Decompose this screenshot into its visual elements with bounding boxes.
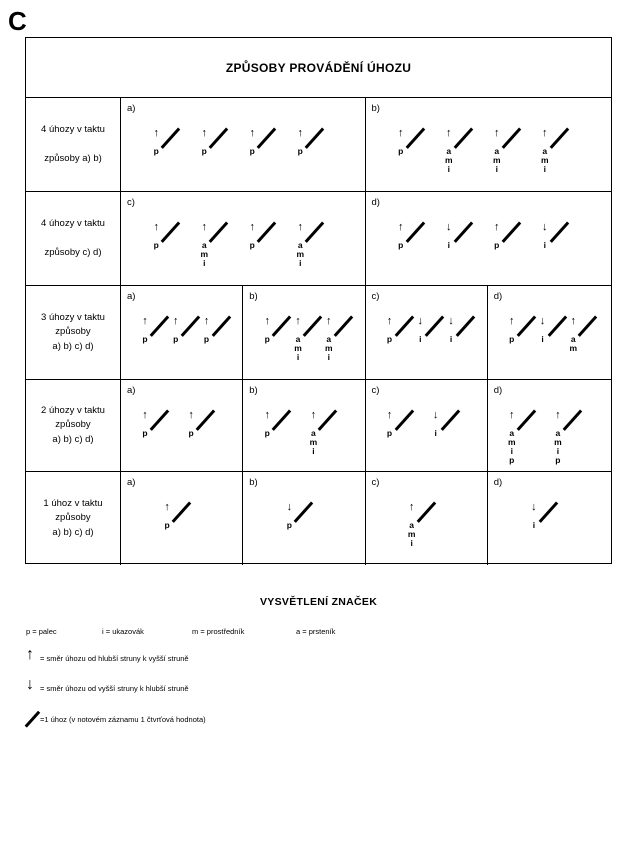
finger-label: p <box>203 334 210 344</box>
cell-letter: a) <box>127 291 136 302</box>
arrow-up-icon: ↑ <box>188 409 194 421</box>
cell-letter: d) <box>493 385 503 396</box>
finger-label: p <box>264 334 270 344</box>
finger-label: a <box>446 146 452 156</box>
table-row <box>26 472 611 565</box>
legend-up: = směr úhozu od hlubší struny k vyšší struně <box>40 654 189 663</box>
stroke-icon <box>547 316 566 337</box>
strum-mark <box>262 316 272 344</box>
strum-mark <box>444 128 454 174</box>
stroke-icon <box>209 222 228 243</box>
stroke-icon <box>333 316 352 337</box>
finger-label: m <box>507 436 516 447</box>
strum-mark <box>507 410 517 465</box>
arrow-up-icon: ↑ <box>297 127 303 139</box>
stroke-icon <box>394 410 413 431</box>
strum-mark <box>324 316 334 362</box>
finger-label: a <box>326 334 332 344</box>
finger-label: p <box>398 240 404 250</box>
table-header <box>26 38 611 98</box>
table-row <box>26 192 611 286</box>
strum-mark <box>492 128 502 174</box>
table-row <box>26 98 611 192</box>
strum-mark <box>247 222 257 250</box>
strum-mark <box>293 316 303 362</box>
arrow-up-icon: ↑ <box>264 409 270 421</box>
finger-label: a <box>409 520 414 530</box>
strum-table <box>25 37 612 564</box>
finger-label: i <box>556 445 560 456</box>
finger-label: a <box>509 428 515 438</box>
arrow-up-icon: ↑ <box>386 409 393 421</box>
finger-label: p <box>398 146 404 156</box>
arrow-up-icon: ↑ <box>264 315 270 327</box>
row-label-line: a) b) c) d) <box>52 433 94 445</box>
arrow-up-icon: ↑ <box>295 315 301 327</box>
strum-mark <box>295 222 305 268</box>
row-label-line: způsoby <box>55 326 91 338</box>
arrow-down-icon: ↓ <box>448 315 454 327</box>
arrow-up-icon: ↑ <box>494 127 500 139</box>
stroke-icon <box>453 128 472 149</box>
pattern-cell <box>366 98 611 191</box>
finger-label: m <box>569 342 578 353</box>
strum-mark <box>396 222 406 250</box>
finger-label: p <box>509 454 515 465</box>
strum-mark <box>431 410 441 438</box>
strum-mark <box>186 410 196 438</box>
finger-label: i <box>510 445 513 456</box>
strum-mark <box>171 316 181 344</box>
stroke-icon <box>549 222 568 243</box>
finger-label: p <box>555 454 561 465</box>
strum-mark <box>492 222 502 250</box>
cell-letter: b) <box>249 477 258 488</box>
strum-mark <box>308 410 318 456</box>
arrow-down-icon: ↓ <box>286 501 293 513</box>
strum-mark <box>202 316 212 344</box>
finger-label: i <box>434 428 437 438</box>
legend-finger-m: m = prostředník <box>192 627 245 636</box>
pattern-cell <box>121 98 366 191</box>
stroke-icon <box>25 711 40 728</box>
arrow-up-icon: ↑ <box>509 409 515 421</box>
legend-finger-a: a = prsteník <box>296 627 336 636</box>
finger-label: p <box>249 146 255 156</box>
strum-mark <box>151 128 161 156</box>
arrow-up-icon: ↑ <box>398 221 404 233</box>
arrow-up-icon: ↑ <box>201 221 207 233</box>
stroke-icon <box>294 502 313 523</box>
finger-label: p <box>386 334 393 344</box>
stroke-icon <box>172 502 191 523</box>
row-label-line: a) b) c) d) <box>52 340 94 352</box>
finger-label: m <box>296 248 305 259</box>
strum-mark <box>538 316 548 344</box>
strum-mark <box>444 222 454 250</box>
finger-label: p <box>188 428 194 438</box>
row-label-line: 4 úhozy v taktu <box>41 218 105 230</box>
table-row <box>26 286 611 380</box>
pattern-cell <box>488 472 610 565</box>
stroke-icon <box>456 316 475 337</box>
finger-label: a <box>542 146 548 156</box>
finger-label: a <box>555 428 561 438</box>
finger-label: p <box>264 428 270 438</box>
pattern-cell <box>121 192 366 285</box>
arrow-up-icon: ↑ <box>203 315 210 327</box>
arrow-up-icon: ↑ <box>201 127 207 139</box>
pattern-cell <box>121 380 243 471</box>
finger-label: m <box>309 436 318 447</box>
stroke-icon <box>209 128 228 149</box>
row-label-line: způsoby a) b) <box>44 152 102 164</box>
finger-label: m <box>444 154 453 165</box>
stroke-icon <box>394 316 413 337</box>
cell-letter: d) <box>493 291 503 302</box>
pattern-cell <box>366 286 488 379</box>
finger-label: a <box>295 334 301 344</box>
stroke-icon <box>549 128 568 149</box>
row-label-line: a) b) c) d) <box>52 526 94 538</box>
strum-mark <box>415 316 425 344</box>
strum-mark <box>162 502 172 530</box>
finger-label: m <box>540 154 549 165</box>
arrow-up-icon: ↑ <box>570 315 576 327</box>
arrow-down-icon: ↓ <box>446 221 452 233</box>
strum-mark <box>540 222 550 250</box>
stroke-icon <box>318 410 337 431</box>
finger-label: a <box>297 240 303 250</box>
legend-stroke: =1 úhoz (v notovém záznamu 1 čtvrťová hodnota) <box>40 715 206 724</box>
cell-letter: c) <box>371 291 380 302</box>
arrow-up-icon: ↑ <box>26 646 34 663</box>
strum-mark <box>407 502 417 548</box>
finger-label: i <box>447 240 450 250</box>
arrow-down-icon: ↓ <box>531 501 537 513</box>
arrow-up-icon: ↑ <box>555 409 561 421</box>
pattern-cell <box>121 286 243 379</box>
stroke-icon <box>150 316 169 337</box>
pattern-cell <box>366 472 488 565</box>
cell-letter: b) <box>371 103 380 114</box>
finger-label: i <box>543 240 546 250</box>
finger-label: p <box>509 334 515 344</box>
arrow-up-icon: ↑ <box>494 221 500 233</box>
finger-label: a <box>570 334 576 344</box>
strum-mark <box>247 128 257 156</box>
stroke-icon <box>196 410 215 431</box>
finger-label: i <box>410 537 413 548</box>
pattern-cell <box>243 380 365 471</box>
stroke-icon <box>150 410 169 431</box>
finger-label: m <box>407 528 416 539</box>
table-row <box>26 380 611 472</box>
arrow-up-icon: ↑ <box>408 501 415 513</box>
strum-mark <box>151 222 161 250</box>
cell-letter: d) <box>371 197 380 208</box>
finger-label: m <box>294 342 302 353</box>
stroke-icon <box>305 222 324 243</box>
strum-mark <box>446 316 456 344</box>
pattern-cell <box>488 380 610 471</box>
stroke-icon <box>516 410 535 431</box>
stroke-icon <box>272 410 291 431</box>
arrow-up-icon: ↑ <box>398 127 404 139</box>
arrow-up-icon: ↑ <box>173 315 179 327</box>
stroke-icon <box>161 128 180 149</box>
arrow-up-icon: ↑ <box>249 221 255 233</box>
finger-label: i <box>419 334 422 344</box>
finger-label: m <box>554 436 562 447</box>
strum-mark <box>529 502 539 530</box>
row-label-line: 3 úhozy v taktu <box>41 312 105 324</box>
finger-label: p <box>386 428 393 438</box>
finger-label: i <box>449 334 453 344</box>
cell-letter: b) <box>249 291 258 302</box>
stroke-icon <box>425 316 444 337</box>
strum-mark <box>540 128 550 174</box>
finger-label: i <box>447 163 450 174</box>
strum-mark <box>140 316 150 344</box>
pattern-cell <box>366 192 611 285</box>
stroke-icon <box>161 222 180 243</box>
section-letter: C <box>8 6 27 36</box>
finger-label: p <box>153 240 159 250</box>
finger-label: p <box>142 334 148 344</box>
row-label-line: 1 úhoz v taktu <box>43 498 103 510</box>
strum-mark <box>199 128 209 156</box>
legend-finger-p: p = palec <box>26 627 57 636</box>
strum-mark <box>262 410 272 438</box>
finger-label: m <box>492 154 501 165</box>
strum-mark <box>295 128 305 156</box>
stroke-icon <box>516 316 535 337</box>
pattern-cell <box>366 380 488 471</box>
cell-letter: c) <box>127 197 135 208</box>
row-label-line: způsoby <box>55 512 91 524</box>
stroke-icon <box>538 502 557 523</box>
stroke-icon <box>180 316 199 337</box>
cell-letter: a) <box>127 385 136 396</box>
cell-letter: a) <box>127 477 136 488</box>
finger-label: i <box>312 445 315 456</box>
strum-mark <box>385 316 395 344</box>
finger-label: i <box>543 163 546 174</box>
stroke-icon <box>453 222 472 243</box>
arrow-up-icon: ↑ <box>310 409 317 421</box>
stroke-icon <box>501 222 520 243</box>
arrow-down-icon: ↓ <box>542 221 548 233</box>
arrow-up-icon: ↑ <box>446 127 452 139</box>
finger-label: a <box>494 146 500 156</box>
finger-label: i <box>299 257 302 268</box>
stroke-icon <box>405 222 424 243</box>
stroke-icon <box>416 502 435 523</box>
arrow-up-icon: ↑ <box>326 315 332 327</box>
finger-label: p <box>297 146 303 156</box>
row-label <box>26 192 121 285</box>
arrow-up-icon: ↑ <box>297 221 303 233</box>
stroke-icon <box>440 410 459 431</box>
finger-label: i <box>541 334 544 344</box>
stroke-icon <box>501 128 520 149</box>
finger-label: p <box>142 428 148 438</box>
cell-letter: c) <box>371 385 380 396</box>
arrow-down-icon: ↓ <box>539 315 546 327</box>
arrow-up-icon: ↑ <box>153 127 159 139</box>
stroke-icon <box>305 128 324 149</box>
strum-mark <box>396 128 406 156</box>
row-label-line: způsoby c) d) <box>44 246 102 258</box>
strum-mark <box>553 410 563 465</box>
stroke-icon <box>257 128 276 149</box>
row-label-line: 4 úhozy v taktu <box>41 124 105 136</box>
arrow-up-icon: ↑ <box>164 501 170 513</box>
arrow-down-icon: ↓ <box>417 315 423 327</box>
strum-mark <box>507 316 517 344</box>
finger-label: i <box>532 520 536 530</box>
row-label <box>26 98 121 191</box>
finger-label: i <box>495 163 498 174</box>
legend-title: VYSVĚTLENÍ ZNAČEK <box>260 596 378 608</box>
arrow-up-icon: ↑ <box>542 127 548 139</box>
finger-label: i <box>296 351 300 362</box>
strum-mark <box>284 502 294 530</box>
arrow-up-icon: ↑ <box>142 409 148 421</box>
finger-label: m <box>324 342 333 353</box>
row-label <box>26 472 121 565</box>
stroke-icon <box>257 222 276 243</box>
finger-label: a <box>201 240 207 250</box>
stroke-icon <box>272 316 291 337</box>
cell-letter: a) <box>127 103 136 114</box>
strum-mark <box>385 410 395 438</box>
finger-label: p <box>201 146 207 156</box>
arrow-up-icon: ↑ <box>249 127 255 139</box>
finger-label: i <box>203 257 206 268</box>
stroke-icon <box>211 316 230 337</box>
pattern-cell <box>243 286 365 379</box>
finger-label: p <box>494 240 500 250</box>
arrow-down-icon: ↓ <box>432 409 439 421</box>
strum-mark <box>199 222 209 268</box>
stroke-icon <box>405 128 424 149</box>
pattern-cell <box>488 286 610 379</box>
stroke-icon <box>562 410 581 431</box>
table-title: ZPŮSOBY PROVÁDĚNÍ ÚHOZU <box>225 60 412 75</box>
pattern-cell <box>121 472 243 565</box>
legend-finger-i: i = ukazovák <box>102 627 144 636</box>
finger-label: a <box>311 428 316 438</box>
cell-letter: b) <box>249 385 258 396</box>
arrow-down-icon: ↓ <box>26 676 34 693</box>
finger-label: p <box>173 334 179 344</box>
row-label <box>26 380 121 471</box>
arrow-up-icon: ↑ <box>153 221 159 233</box>
arrow-up-icon: ↑ <box>509 315 515 327</box>
cell-letter: d) <box>493 477 503 488</box>
pattern-cell <box>243 472 365 565</box>
finger-label: p <box>164 520 170 530</box>
finger-label: p <box>153 146 159 156</box>
row-label-line: 2 úhozy v taktu <box>41 405 105 417</box>
row-label-line: způsoby <box>55 419 91 431</box>
finger-label: p <box>249 240 255 250</box>
row-label <box>26 286 121 379</box>
cell-letter: c) <box>371 477 380 488</box>
strum-mark <box>140 410 150 438</box>
arrow-up-icon: ↑ <box>142 315 148 327</box>
finger-label: m <box>200 248 209 259</box>
stroke-icon <box>303 316 322 337</box>
finger-label: p <box>286 520 292 530</box>
finger-label: i <box>327 351 330 362</box>
stroke-icon <box>578 316 597 337</box>
legend-down: = směr úhozu od vyšší struny k hlubší struně <box>40 684 189 693</box>
arrow-up-icon: ↑ <box>386 315 393 327</box>
